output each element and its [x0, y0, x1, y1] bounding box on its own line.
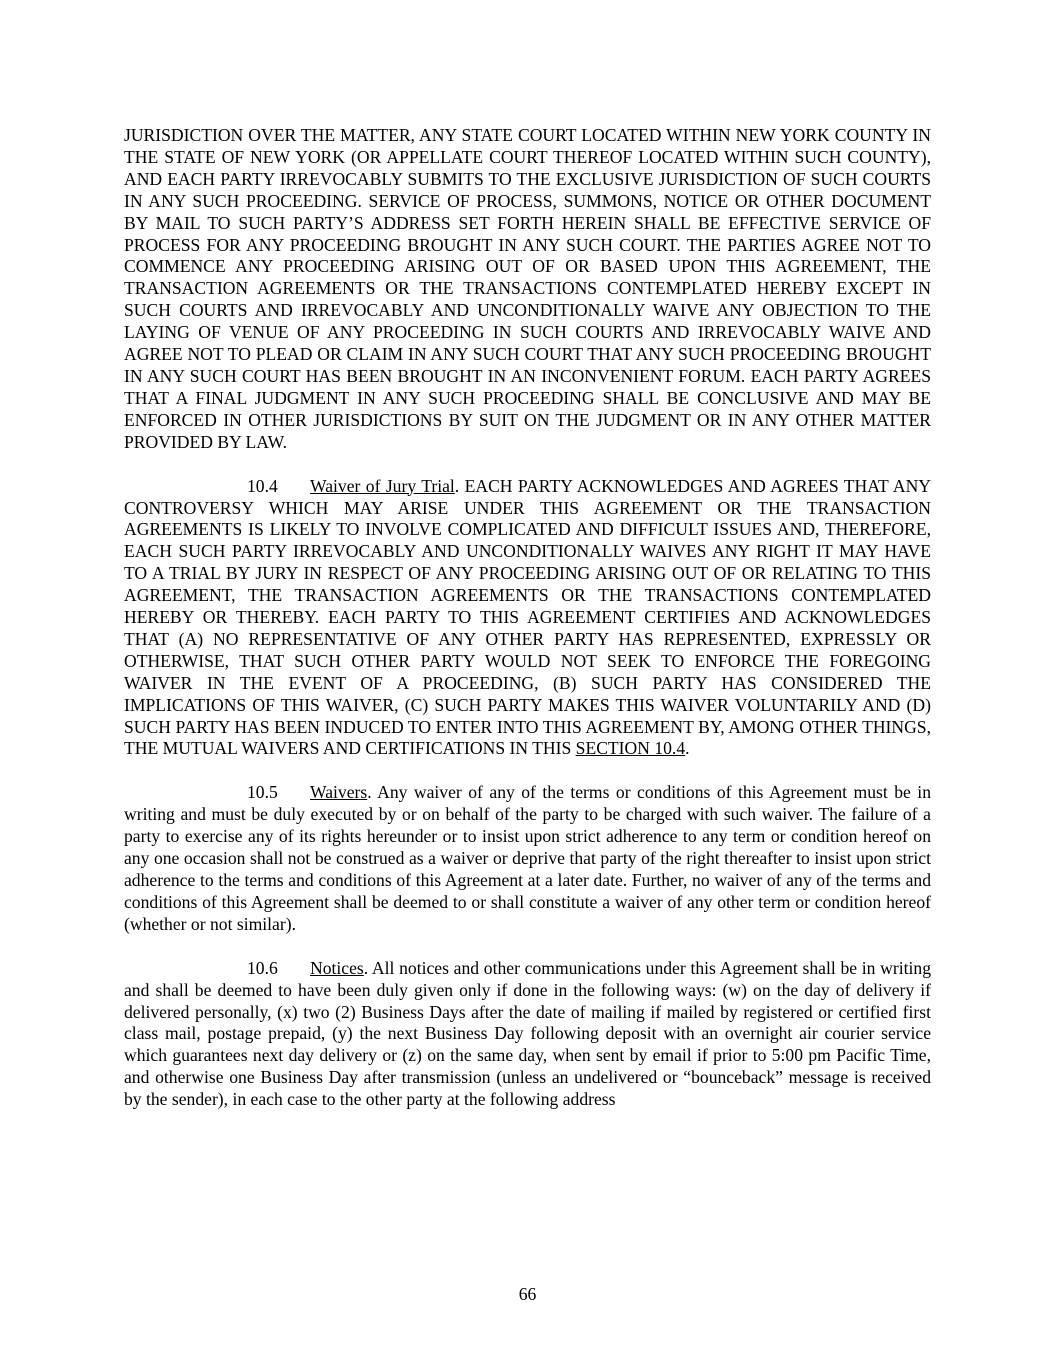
section-10-4-waiver-of-jury-trial	[124, 476, 931, 761]
section-cross-reference: SECTION 10.4	[575, 738, 686, 759]
section-10-5-waivers	[124, 782, 931, 935]
page-number: 66	[518, 1284, 537, 1304]
section-text: All notices and other communications under this Agreement shall be in writing and shall be deemed to have been duly given only if done in the following ways: (w) on the day of delivery if delivered personally, (x) two (2) Business Days after the date of mailing if mailed by registered or certified first class mail, postage prepaid, (y) the next Business Day following deposit with an overnight air courier service which guarantees next day delivery or (z) on the same day, when sent by email if prior to 5:00 pm Pacific Time, and otherwise one Business Day after transmission (unless an undelivered or “bounceback” message is received by the sender), in each case to the other party at the following address	[124, 957, 931, 1110]
paragraph-jurisdiction-continuation: JURISDICTION OVER THE MATTER, ANY STATE COURT LOCATED WITHIN NEW YORK COUNTY IN THE STATE OF NEW YORK (OR APPELLATE COURT THEREOF LOCATED WITHIN SUCH COUNTY), AND EACH PARTY IRREVOCABLY SUBMITS TO THE EXCLUSIVE JURISDICTION OF SUCH COURTS IN ANY SUCH PROCEEDING. SERVICE OF PROCESS, SUMMONS, NOTICE OR OTHER DOCUMENT BY MAIL TO SUCH PARTY’S ADDRESS SET FORTH HEREIN SHALL BE EFFECTIVE SERVICE OF PROCESS FOR ANY PROCEEDING BROUGHT IN ANY SUCH COURT. THE PARTIES AGREE NOT TO COMMENCE ANY PROCEEDING ARISING OUT OF OR BASED UPON THIS AGREEMENT, THE TRANSACTION AGREEMENTS OR THE TRANSACTIONS CONTEMPLATED HEREBY EXCEPT IN SUCH COURTS AND IRREVOCABLY AND UNCONDITIONALLY WAIVE ANY OBJECTION TO THE LAYING OF VENUE OF ANY PROCEEDING IN SUCH COURTS AND IRREVOCABLY WAIVE AND AGREE NOT TO PLEAD OR CLAIM IN ANY SUCH COURT THAT ANY SUCH PROCEEDING BROUGHT IN ANY SUCH COURT HAS BEEN BROUGHT IN AN INCONVENIENT FORUM. EACH PARTY AGREES THAT A FINAL JUDGMENT IN ANY SUCH PROCEEDING SHALL BE CONCLUSIVE AND MAY BE ENFORCED IN OTHER JURISDICTIONS BY SUIT ON THE JUDGMENT OR IN ANY OTHER MATTER PROVIDED BY LAW.	[124, 125, 931, 452]
section-10-6-notices	[124, 958, 931, 1111]
heading-punctuation: .	[367, 782, 372, 803]
section-heading: Waiver of Jury Trial	[310, 475, 455, 496]
section-text: Any waiver of any of the terms or conditions of this Agreement must be in writing and must be duly executed by or on behalf of the party to be charged with such waiver. The failure of a party to exercise any of its rights hereunder or to insist upon strict adherence to any term or condition hereof on any one occasion shall not be construed as a waiver or deprive that party of the right thereafter to insist upon strict adherence to the terms and conditions of this Agreement at a later date. Further, no waiver of any of the terms and conditions of this Agreement shall be deemed to or shall constitute a waiver of any other term or condition hereof (whether or not similar).	[124, 782, 931, 934]
heading-punctuation: .	[454, 475, 460, 496]
section-heading: Waivers	[310, 782, 368, 803]
document-body	[124, 125, 931, 1111]
heading-punctuation: .	[363, 957, 369, 978]
section-text-tail: .	[685, 738, 690, 759]
section-number: 10.4	[247, 475, 278, 496]
section-number: 10.6	[247, 957, 278, 978]
section-heading: Notices	[310, 957, 364, 978]
section-text: EACH PARTY ACKNOWLEDGES AND AGREES THAT ANY CONTROVERSY WHICH MAY ARISE UNDER THIS AGREEMENT OR THE TRANSACTION AGREEMENTS IS LIKELY TO INVOLVE COMPLICATED AND DIFFICULT ISSUES AND, THEREFORE, EACH SUCH PARTY IRREVOCABLY AND UNCONDITIONALLY WAIVES ANY RIGHT IT MAY HAVE TO A TRIAL BY JURY IN RESPECT OF ANY PROCEEDING ARISING OUT OF OR RELATING TO THIS AGREEMENT, THE TRANSACTION AGREEMENTS OR THE TRANSACTIONS CONTEMPLATED HEREBY OR THEREBY. EACH PARTY TO THIS AGREEMENT CERTIFIES AND ACKNOWLEDGES THAT (A) NO REPRESENTATIVE OF ANY OTHER PARTY HAS REPRESENTED, EXPRESSLY OR OTHERWISE, THAT SUCH OTHER PARTY WOULD NOT SEEK TO ENFORCE THE FOREGOING WAIVER IN THE EVENT OF A PROCEEDING, (B) SUCH PARTY HAS CONSIDERED THE IMPLICATIONS OF THIS WAIVER, (C) SUCH PARTY MAKES THIS WAIVER VOLUNTARILY AND (D) SUCH PARTY HAS BEEN INDUCED TO ENTER INTO THIS AGREEMENT BY, AMONG OTHER THINGS, THE MUTUAL WAIVERS AND CERTIFICATIONS IN THIS	[124, 475, 931, 759]
section-number: 10.5	[247, 782, 278, 803]
